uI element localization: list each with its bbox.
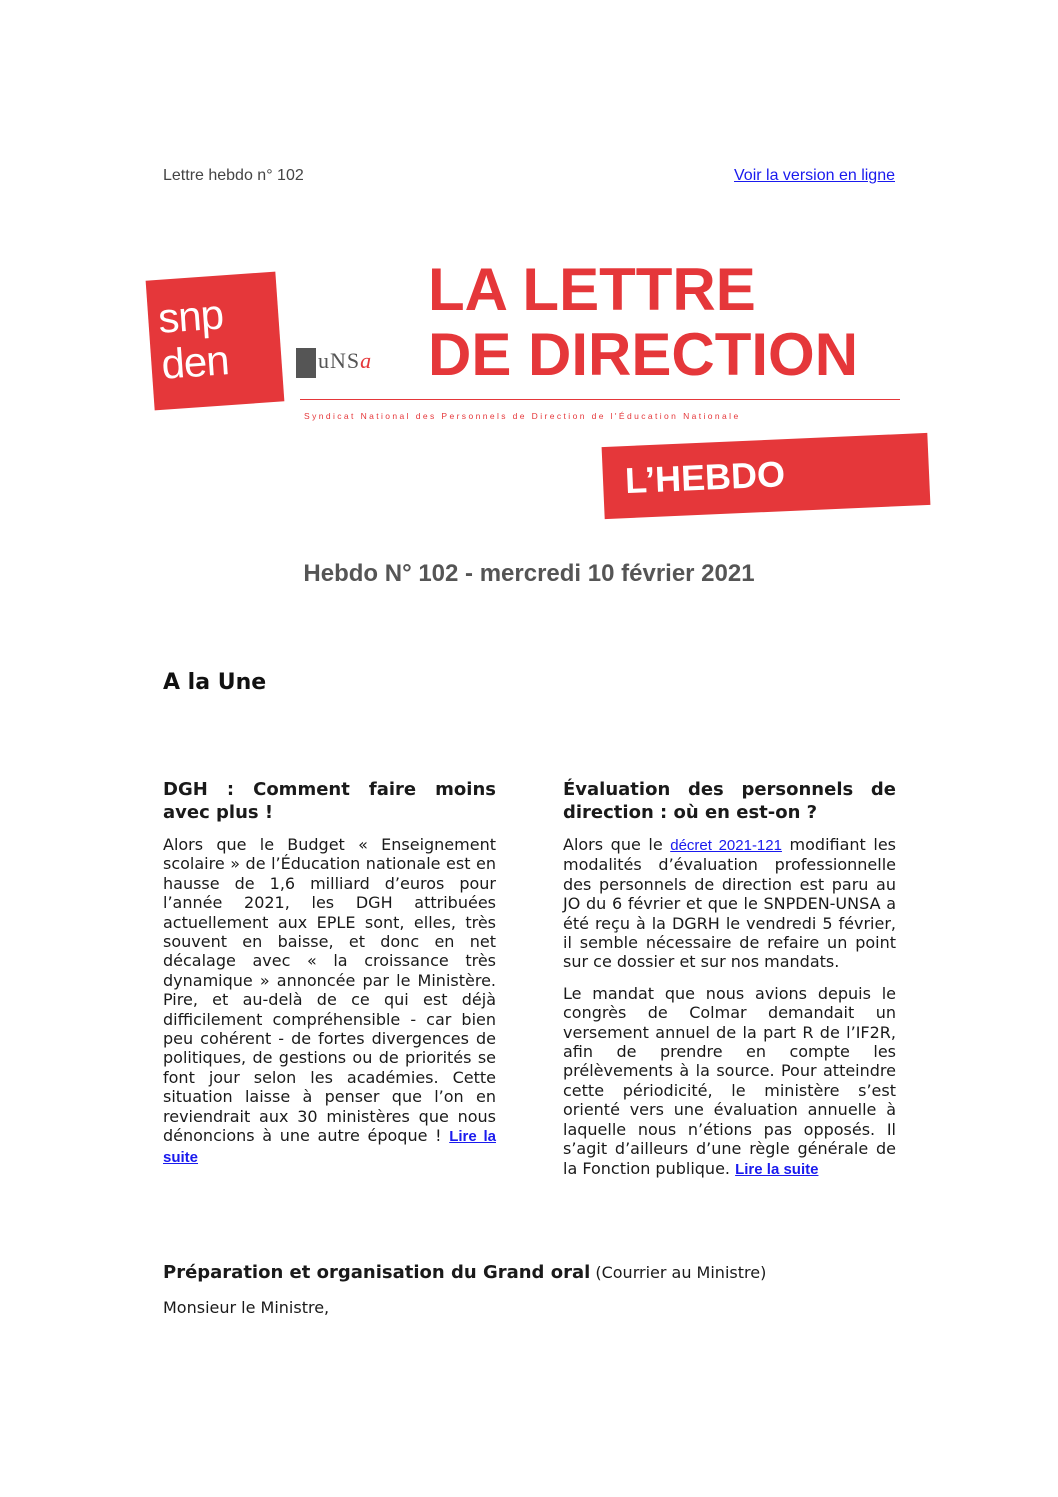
article-body-evaluation xyxy=(563,835,896,1191)
grand-oral-heading xyxy=(163,1262,766,1283)
logo-den-text: den xyxy=(159,336,231,388)
online-version-link[interactable]: Voir la version en ligne xyxy=(734,167,895,184)
logo-snp-text: snp xyxy=(156,290,225,342)
read-more-link[interactable]: Lire la suite xyxy=(735,1160,819,1178)
article-text: modifiant les modalités d’évaluation professionnelle des personnels de direction est paru au JO du 6 février et que le SNPDEN-UNSA a été reçu à la DGRH le vendredi 5 février, il semble nécessaire de refaire un point sur ce dossier et sur nos mandats. xyxy=(563,835,897,972)
issue-heading: Hebdo N° 102 - mercredi 10 février 2021 xyxy=(303,560,755,587)
hebdo-banner xyxy=(602,433,931,519)
article-text: Alors que le Budget « Enseignement scolaire » de l’Éducation nationale est en hausse de 1,6 milliard d’euros pour l’année 2021, les DGH attribuées actuellement aux EPLE sont, elles, très souvent en baisse, et donc en net décalage avec « la croissance très dynamique » annoncée par le Ministère. Pire, et au-delà de ce qui est déjà difficilement compréhensible - car bien peu cohérent - de fortes divergences de politiques, de gestions ou de priorités se font jour selon les académies. Cette situation laisse à penser que l’on en reviendrait aux 30 ministères que nous dénoncions à une autre époque ! xyxy=(163,835,496,1146)
unsa-logo-block xyxy=(296,348,316,378)
article-body-dgh xyxy=(163,835,496,1179)
read-more-link[interactable]: Lire la suite xyxy=(163,1128,496,1166)
hebdo-banner-text: L’HEBDO xyxy=(624,453,786,502)
grand-oral-title: Préparation et organisation du Grand oral xyxy=(163,1262,591,1283)
section-title: A la Une xyxy=(163,670,267,695)
letter-salutation: Monsieur le Ministre, xyxy=(163,1298,330,1317)
article-text: Alors que le xyxy=(563,835,671,854)
article-text: Le mandat que nous avions depuis le congrès de Colmar demandait un versement annuel de la part R de l’IF2R, afin de prendre en compte les prélèvements à la source. Pour atteindre cette périodicité, le ministère s’est orienté vers une évaluation annuelle à laquelle nous n’étions pas opposés. Il s’agit d’ailleurs d’une règle générale de la Fonction publique. xyxy=(563,983,896,1178)
issue-label: Lettre hebdo n° 102 xyxy=(163,167,304,184)
masthead-divider xyxy=(300,399,900,400)
grand-oral-note: (Courrier au Ministre) xyxy=(590,1263,767,1282)
article-title-evaluation: Évaluation des personnels de direction : où en est-on ? xyxy=(563,779,896,823)
snpden-logo xyxy=(146,272,285,411)
article-title-dgh: DGH : Comment faire moins avec plus ! xyxy=(163,779,496,823)
unsa-logo xyxy=(296,344,396,380)
decree-link[interactable]: décret 2021-121 xyxy=(670,837,782,854)
masthead-title-line1: LA LETTRE xyxy=(428,256,756,323)
unsa-logo-text: uNSa xyxy=(318,348,373,373)
masthead-tagline: Syndicat National des Personnels de Direction de l'Éducation Nationale xyxy=(304,411,741,421)
masthead-title-line2: DE DIRECTION xyxy=(428,321,859,388)
